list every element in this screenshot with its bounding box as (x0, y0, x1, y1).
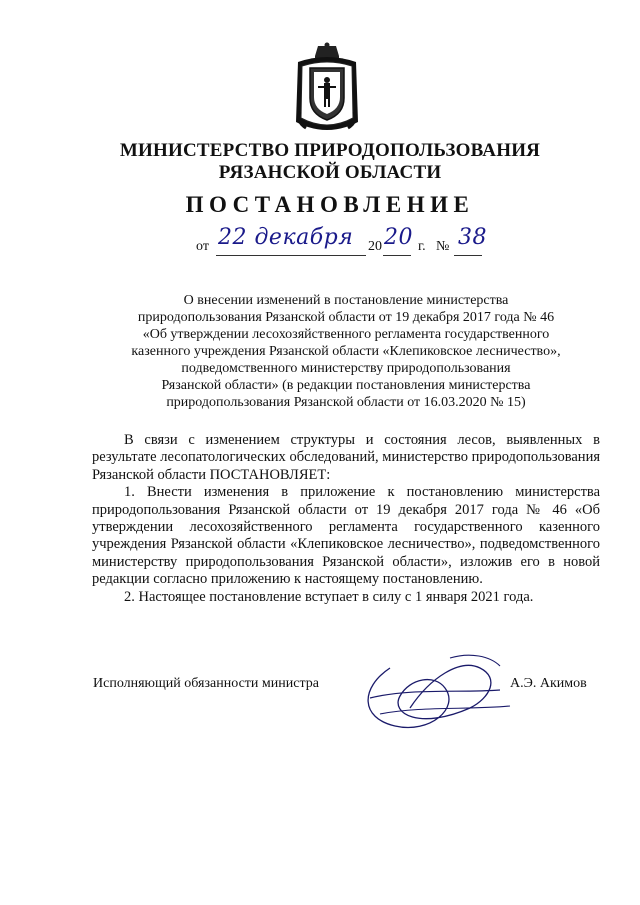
handwritten-signature (350, 648, 520, 740)
item-2-paragraph: 2. Настоящее постановление вступает в силу с 1 января 2021 года. (124, 588, 534, 605)
signatory-name: А.Э. Акимов (510, 676, 587, 691)
number-underline (454, 255, 482, 256)
subject-line: природопользования Рязанской области от 19 декабря 2017 года № 46 (137, 310, 555, 325)
organization-name-line1: МИНИСТЕРСТВО ПРИРОДОПОЛЬЗОВАНИЯ (119, 140, 541, 161)
signatory-position: Исполняющий обязанности министра (93, 676, 319, 691)
subject-line: казенного учреждения Рязанской области «Клепиковское лесничество», (131, 344, 561, 359)
year-marker: г. (418, 239, 426, 254)
subject-line: «Об утверждении лесохозяйственного регламента государственного (142, 327, 550, 342)
year-prefix: 20 (368, 239, 382, 254)
document-subject (96, 292, 596, 411)
handwritten-year: 20 (384, 225, 413, 250)
subject-line: природопользования Рязанской области от 16.03.2020 № 15) (166, 395, 526, 410)
item-1-paragraph: 1. Внести изменения в приложение к постановлению министерства природопользования Рязанской области от 19 декабря 2017 года № 46 «Об утверждении лесохозяйственного регламента государственного казенного учреждения Рязанской области «Клепиковское лесничество», подведомственного министерству природопользования Рязанской области», изложив его в новой редакции согласно приложению к настоящему постановлению. (92, 484, 600, 588)
organization-name-line2: РЯЗАНСКОЙ ОБЛАСТИ (218, 162, 442, 183)
handwritten-date: 22 декабря (218, 225, 354, 250)
document-type-title: ПОСТАНОВЛЕНИЕ (185, 192, 475, 217)
number-marker: № (436, 239, 450, 254)
year-underline (383, 255, 411, 256)
subject-line: Рязанской области» (в редакции постановления министерства (161, 378, 531, 393)
subject-line: подведомственного министерству природопользования (181, 361, 511, 376)
coat-of-arms-emblem (292, 42, 362, 138)
subject-line: О внесении изменений в постановление министерства (183, 293, 509, 308)
date-underline (216, 255, 366, 256)
document-body (92, 432, 600, 606)
handwritten-number: 38 (458, 225, 487, 250)
date-prefix: от (196, 239, 209, 254)
intro-paragraph: В связи с изменением структуры и состояния лесов, выявленных в результате лесопатологических обследований, министерство природопользования Рязанской области ПОСТАНОВЛЯЕТ: (92, 432, 600, 483)
